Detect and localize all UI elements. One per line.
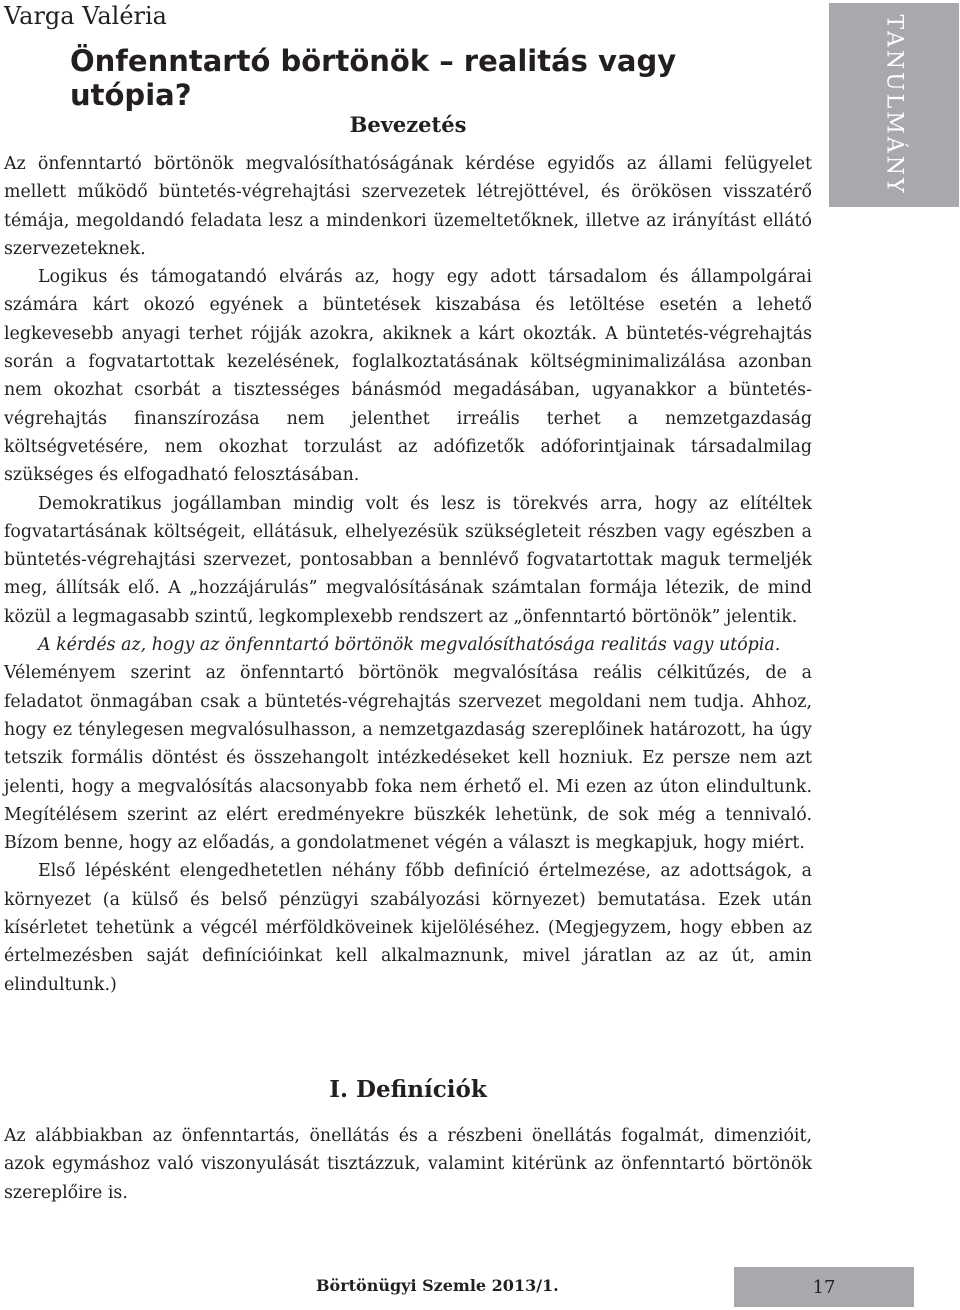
section-tab-label: TANULMÁNY: [881, 14, 907, 196]
section-heading-definitions: I. Definíciók: [329, 1076, 487, 1103]
italic-question: A kérdés az, hogy az önfenntartó börtönök megvalósíthatósága realitás vagy utópia.: [38, 635, 781, 656]
paragraph: Véleményem szerint az önfenntartó börtönök megvalósítása reális célkitűzés, de a feladatot önmagában csak a büntetés-végrehajtás szervezet megoldani nem tudja. Ahhoz, hogy ez ténylegesen megvalósulhasson, a nemzetgazdaság szereplőinek határozott, ha úgy tetszik formális döntést és összehangolt intézkedéseket kell hozniuk. Ez persze nem azt jelenti, hogy a megvalósítás alacsonyabb foka nem érhető el. Mi ezen az úton elindultunk. Megítélésem szerint az elért eredményekre büszkék lehetünk, de sok még a tennivaló. Bízom benne, hogy az előadás, a gondolatmenet végén a választ is megkapjuk, hogy miért.: [4, 663, 812, 854]
article-title: Önfenntartó börtönök – realitás vagy utópia?: [70, 44, 677, 112]
paragraph: Első lépésként elengedhetetlen néhány főbb definíció értelmezése, az adottságok, a környezet (a külső és belső pénzügyi szabályozási környezet) bemutatása. Ezek után kísérletet tehetünk a végcél mérföldköveinek kijelöléséhez. (Megjegyzem, hogy ebben az értelmezésben saját definícióinkat kell alkalmaznunk, mivel járatlan az az út, amin elindultunk.): [4, 861, 812, 995]
section-tab: [829, 3, 959, 207]
definitions-body: [4, 1122, 812, 1207]
paragraph: Az alábbiakban az önfenntartás, önellátás és a részbeni önellátás fogalmát, dimenzióit, azok egymáshoz való viszonyulását tisztázzuk, valamint kitérünk az önfenntartó börtönök szereplőire is.: [4, 1126, 812, 1203]
paragraph: Az önfenntartó börtönök megvalósíthatóságának kérdése egyidős az állami felügyelet mellett működő büntetés-végrehajtási szervezetek létrejöttével, és örökösen visszatérő témája, megoldandó feladata lesz a mindenkori üzemeltetőknek, illetve az irányítást ellátó szervezeteknek.: [4, 154, 812, 259]
paragraph: Demokratikus jogállamban mindig volt és lesz is törekvés arra, hogy az elítéltek fogvatartásának költségeit, ellátásuk, elhelyezésük szükségleteit részben vagy egészben a büntetés-végrehajtási szervezet, pontosabban a bennlévő fogvatartottak maguk termeljék meg, állítsák elő. A „hozzájárulás” megvalósításának számtalan formája létezik, de mind közül a legmagasabb szintű, legkomplexebb rendszert az „önfenntartó börtönök” jelentik.: [4, 493, 812, 627]
journal-footer: Börtönügyi Szemle 2013/1.: [316, 1276, 559, 1295]
author-name: Varga Valéria: [4, 2, 167, 30]
intro-body: [4, 150, 812, 999]
section-heading-intro: Bevezetés: [349, 112, 467, 137]
page-number-box: [734, 1267, 914, 1307]
paragraph: Logikus és támogatandó elvárás az, hogy egy adott társadalom és állampolgárai számára kárt okozó egyének a büntetések kiszabása és letöltése esetén a lehető legkevesebb anyagi terhet rójják azokra, akiknek a kárt okozták. A büntetés-végrehajtás során a fogvatartottak kezelésének, foglalkoztatásának költségminimalizálása azonban nem okozhat csorbát a tisztességes bánásmód megadásában, ugyanakkor a büntetés-végrehajtás finanszírozása nem jelenthet irreális terhet a nemzetgazdaság költségvetésére, nem okozhat torzulást az adófizetők adóforintjainak társadalmilag szükséges és elfogadható felosztásában.: [4, 267, 812, 486]
page-number: 17: [812, 1276, 836, 1298]
